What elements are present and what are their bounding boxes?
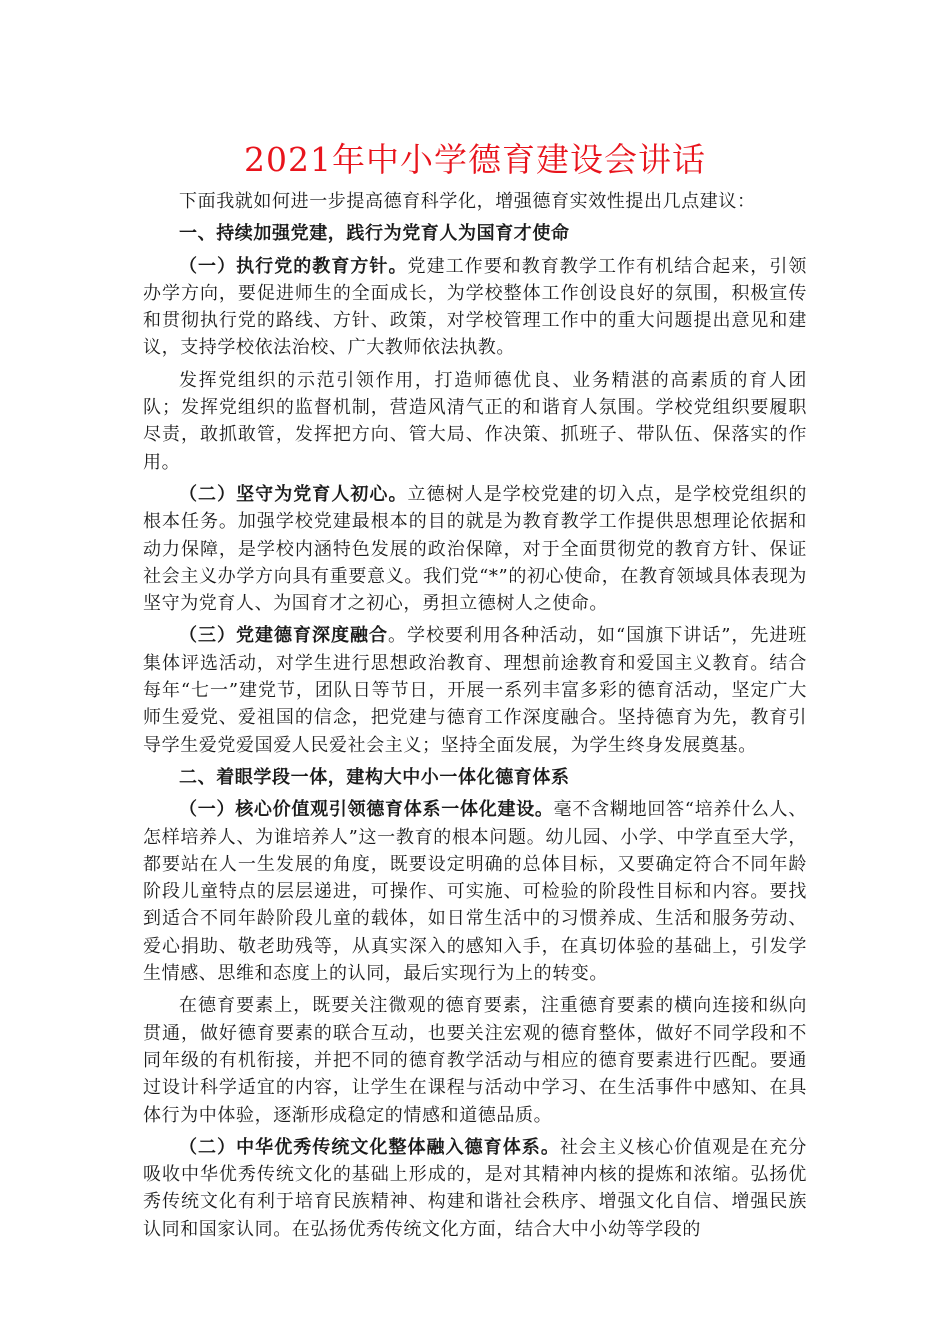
paragraph-text: 社会主义核心价值观是在充分吸收中华优秀传统文化的基础上形成的，是对其精神内核的提炼和浓缩。弘扬优秀传统文化有利于培育民族精神、构建和谐社会秩序、增强文化自信、增强民族认同和国家认同。在弘扬优秀传统文化方面，结合大中小幼等学段的 bbox=[143, 1136, 807, 1240]
paragraph-text: 党建工作要和教育教学工作有机结合起来，引领办学方向，要促进师生的全面成长，为学校整体工作创设良好的氛围，积极宣传和贯彻执行党的路线、方针、政策，对学校管理工作中的重大问题提出意见和建议，支持学校依法治校、广大教师依法执教。 bbox=[143, 255, 807, 359]
paragraph-lead: （二）坚守为党育人初心。 bbox=[179, 483, 408, 505]
section-1-paragraph-1 bbox=[143, 253, 807, 362]
section-1-paragraph-2: 发挥党组织的示范引领作用，打造师德优良、业务精湛的高素质的育人团队；发挥党组织的监督机制，营造风清气正的和谐育人氛围。学校党组织要履职尽责，敢抓敢管，发挥把方向、管大局、作决策、抓班子、带队伍、保落实的作用。 bbox=[143, 369, 807, 473]
section-2-paragraph-1 bbox=[143, 796, 807, 987]
section-1-paragraph-3 bbox=[143, 481, 807, 617]
section-2-paragraph-2: 在德育要素上，既要关注微观的德育要素，注重德育要素的横向连接和纵向贯通，做好德育要素的联合互动，也要关注宏观的德育整体，做好不同学段和不同年级的有机衔接，并把不同的德育教学活动与相应的德育要素进行匹配。要通过设计科学适宜的内容，让学生在课程与活动中学习、在生活事件中感知、在具体行为中体验，逐渐形成稳定的情感和道德品质。 bbox=[143, 995, 807, 1126]
document-title: 2021年中小学德育建设会讲话 bbox=[244, 140, 706, 179]
paragraph-text: 立德树人是学校党建的切入点，是学校党组织的根本任务。加强学校党建最根本的目的就是为教育教学工作提供思想理论依据和动力保障，是学校内涵特色发展的政治保障，对于全面贯彻党的教育方针、保证社会主义办学方向具有重要意义。我们党“*”的初心使命，在教育领域具体表现为坚守为党育人、为国育才之初心，勇担立德树人之使命。 bbox=[143, 483, 807, 615]
section-2-paragraph-3 bbox=[143, 1134, 807, 1243]
paragraph-lead: （三）党建德育深度融合 bbox=[179, 625, 388, 647]
paragraph-text: 毫不含糊地回答“培养什么人、怎样培养人、为谁培养人”这一教育的根本问题。幼儿园、小学、中学直至大学，都要站在人一生发展的角度，既要设定明确的总体目标，又要确定符合不同年龄阶段儿童特点的层层递进，可操作、可实施、可检验的阶段性目标和内容。要找到适合不同年龄阶段儿童的载体，如日常生活中的习惯养成、生活和服务劳动、爱心捐助、敬老助残等，从真实深入的感知入手，在真切体验的基础上，引发学生情感、思维和态度上的认同，最后实现行为上的转变。 bbox=[143, 799, 808, 985]
paragraph-lead: （一）核心价值观引领德育体系一体化建设。 bbox=[179, 799, 554, 821]
paragraph-text: 。学校要利用各种活动，如“国旗下讲话”，先进班集体评选活动，对学生进行思想政治教育、理想前途教育和爱国主义教育。结合每年“七一”建党节，团队日等节日，开展一系列丰富多彩的德育活动，坚定广大师生爱党、爱祖国的信念，把党建与德育工作深度融合。坚持德育为先，教育引导学生爱党爱国爱人民爱社会主义；坚持全面发展，为学生终身发展奠基。 bbox=[143, 625, 807, 756]
section-2-heading: 二、着眼学段一体，建构大中小一体化德育体系 bbox=[179, 766, 570, 788]
section-1-paragraph-4 bbox=[143, 622, 807, 758]
intro-paragraph: 下面我就如何进一步提高德育科学化，增强德育实效性提出几点建议： bbox=[179, 191, 756, 212]
section-1-heading: 一、持续加强党建，践行为党育人为国育才使命 bbox=[179, 223, 570, 245]
paragraph-lead: （二）中华优秀传统文化整体融入德育体系。 bbox=[179, 1136, 560, 1158]
paragraph-lead: （一）执行党的教育方针。 bbox=[179, 255, 408, 277]
document-page bbox=[143, 138, 807, 1248]
